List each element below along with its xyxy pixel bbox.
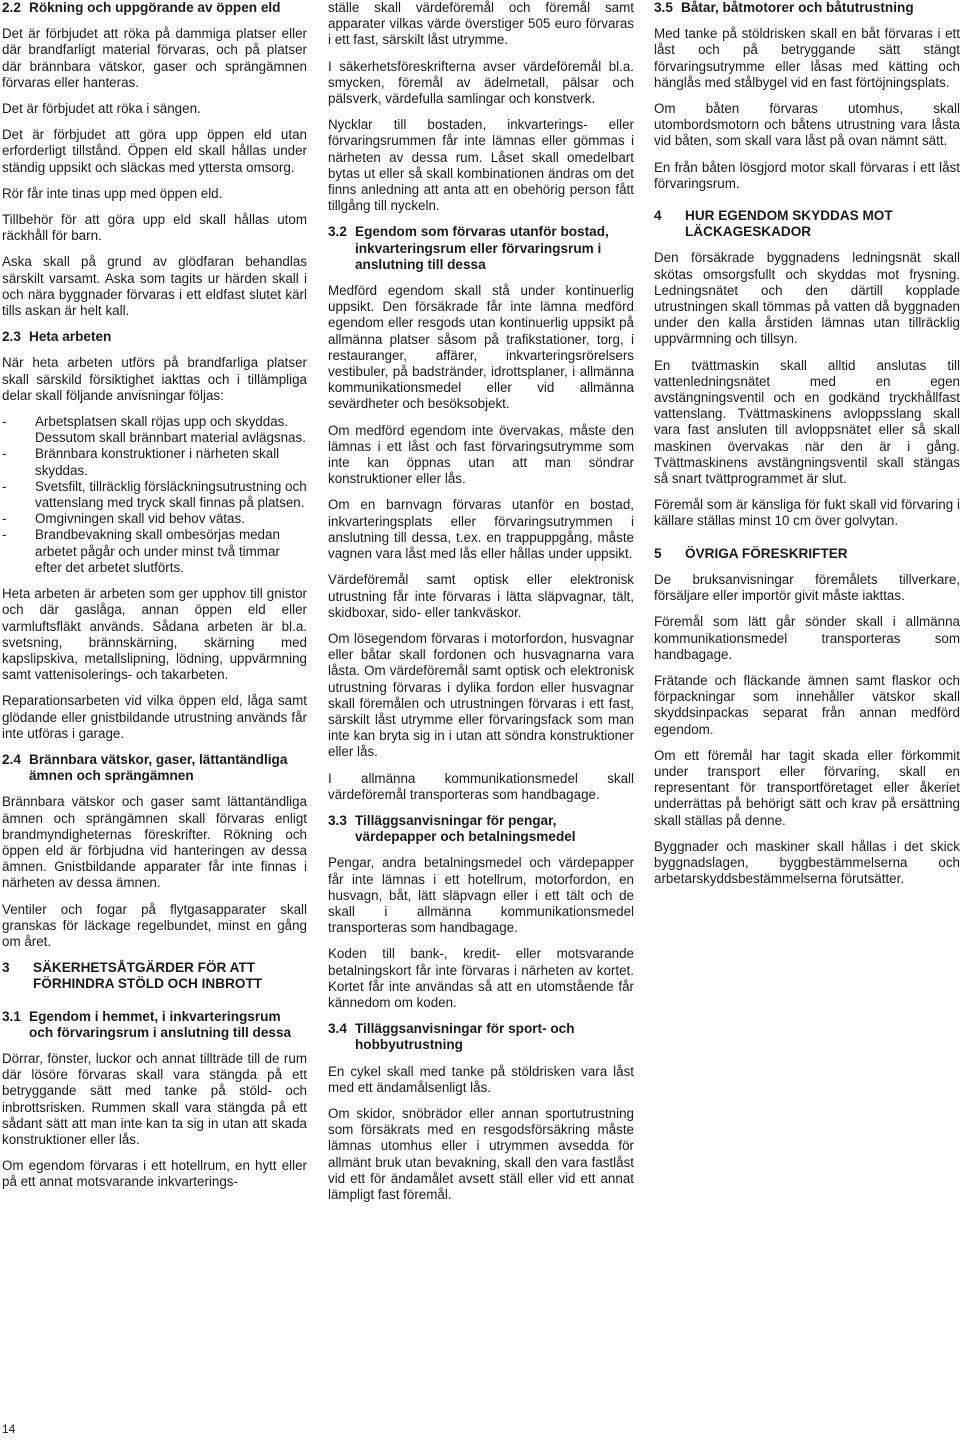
section-heading-4 (654, 208, 960, 240)
dash-marker: - (2, 414, 7, 430)
paragraph: Reparationsarbeten vid vilka öppen eld, låga samt glödande eller gnistbildande utrustning används får inte utföras i garage. (2, 693, 307, 741)
paragraph: Om ett föremål har tagit skada eller förkommit under transport eller förvaring, skall en representant för transportföretaget eller åkeriet underrättas på behörigt sätt och krav på ersättning skall ställas på denne. (654, 747, 960, 828)
section-number: 3 (2, 960, 10, 976)
section-title: Båtar, båtmotorer och båtutrustning (681, 0, 914, 15)
column-left (2, 0, 307, 1201)
section-heading-2-3 (2, 329, 307, 345)
paragraph: En cykel skall med tanke på stöldrisken vara låst med ett ändamålsenligt lås. (328, 1063, 634, 1095)
paragraph: Brännbara vätskor och gaser samt lättantändliga ämnen och sprängämnen skall förvaras enligt brandmyndigheternas föreskrifter. Rökning och öppen eld är förbjudna vid hanteringen av dessa ämnen. Gnistbildande apparater får inte finnas i närheten av dessa ämnen. (2, 794, 307, 891)
section-title: Heta arbeten (29, 329, 112, 345)
paragraph: Pengar, andra betalningsmedel och värdepapper får inte lämnas i ett hotellrum, motorfordon, en husvagn, båt, lätt släpvagn eller i ett tält och de skall i allmänna kommunikationsmedel transporteras som handbagage. (328, 855, 634, 936)
paragraph: Koden till bank-, kredit- eller motsvarande betalningskort får inte förvaras i närheten av kortet. Kortet får inte användas så att en utomstående får kännedom om koden. (328, 946, 634, 1010)
column-middle (328, 0, 634, 1213)
paragraph: Byggnader och maskiner skall hållas i det skick byggnadslagen, byggbestämmelserna och arbetarskyddsbestämmelserna förutsätter. (654, 838, 960, 887)
paragraph: Det är förbjudet att röka i sängen. (2, 101, 201, 117)
list-item (2, 527, 307, 576)
paragraph: Med tanke på stöldrisken skall en båt förvaras i ett låst och på betryggande sätt stängt förvaringsutrymme eller låsas med kätting och hänglås med stålbygel vid en fast förtöjningsplats. (654, 26, 960, 90)
paragraph: Värdeföremål samt optisk eller elektronisk utrustning får inte förvaras i lätta släpvagnar, tält, skidboxar, sido- eller tankväskor. (328, 572, 634, 620)
paragraph: Om en barnvagn förvaras utanför en bostad, inkvarteringsplats eller förvaringsutrymmen i anslutning till dessa, t.ex. en trappuppgång, måste vagnen vara låst med lås eller hållas under uppsikt. (328, 497, 634, 562)
list-item-text: Omgivningen skall vid behov vätas. (35, 511, 245, 527)
paragraph: En tvättmaskin skall alltid anslutas till vattenledningsnätet med en egen avstängningsventil och en godkänd tryckhållfast vattenslang. Tvättmaskinens avloppsslang skall vara fast ansluten till avloppsnätet eller så skall maskinen övervakas när den är i gång. Tvättmaskinens avstängningsventil skall stängas så snart tvättprogrammet är slut. (654, 357, 960, 487)
section-number: 5 (654, 545, 662, 561)
section-heading-2-2 (2, 0, 307, 16)
list-item-text: Brännbara konstruktioner i närheten skall skyddas. (35, 446, 280, 478)
paragraph: Om lösegendom förvaras i motorfordon, husvagnar eller båtar skall fordonen och husvagnarna vara låsta. Om värdeföremål samt optisk och elektronisk utrustning förvaras i dylika fordon eller husvagnar skall föremålen och utrustningen förvaras i ett fast, särskilt låst utrymme eller förvaringsfack som man inte kan bryta sig in i utan att söndra konstruktioner eller lås. (328, 630, 634, 760)
section-number: 2.3 (2, 329, 21, 345)
section-heading-3-1 (2, 1009, 307, 1041)
paragraph: Det är förbjudet att göra upp öppen eld utan erforderligt tillstånd. Öppen eld skall hållas under ständig uppsikt och släckas med yttersta omsorg. (2, 127, 307, 175)
paragraph: I allmänna kommunikationsmedel skall värdeföremål transporteras som handbagage. (328, 770, 634, 802)
paragraph: Ventiler och fogar på flytgasapparater skall granskas för läckage regelbundet, minst en gång om året. (2, 901, 307, 949)
paragraph: ställe skall värdeföremål och föremål samt apparater vilkas värde överstiger 505 euro förvaras i ett fast, särskilt låst utrymme. (328, 0, 634, 48)
section-number: 3.2 (328, 224, 347, 240)
list-item-text: Brandbevakning skall ombesörjas medan arbetet pågår och under minst två timmar efter det arbetet slutförts. (35, 527, 280, 575)
section-heading-5 (654, 546, 960, 562)
dash-marker: - (2, 527, 7, 543)
section-number: 4 (654, 208, 662, 224)
section-title: HUR EGENDOM SKYDDAS MOT LÄCKAGESKADOR (685, 208, 893, 240)
column-right (654, 0, 960, 897)
paragraph: Medförd egendom skall stå under kontinuerlig uppsikt. Den försäkrade får inte lämna medförd egendom eller resgods utan kontinuerlig uppsikt på allmänna platser såsom på trafikstationer, torg, i restauranger, affärer, inkvarteringsrörelsers vestibuler, på badstränder, idrottsplaner, i allmänna kommunikationsmedel eller vid allmänna sevärdheter och besöksobjekt. (328, 283, 634, 412)
section-number: 2.2 (2, 0, 21, 15)
section-title: Egendom i hemmet, i inkvarteringsrum och förvaringsrum i anslutning till dessa (29, 1008, 292, 1040)
paragraph: Nycklar till bostaden, inkvarterings- eller förvaringsrummen får inte lämnas eller gömmas i närheten av dessa rum. Låset skall omedelbart bytas ut eller så skall kombinationen ändras om det finns anledning att anta att en obehörig person fått tillgång till nyckeln. (328, 117, 634, 214)
section-title: Egendom som förvaras utanför bostad, inkvarteringsrum eller förvaringsrum i anslutning till dessa (355, 224, 609, 272)
dash-marker: - (2, 511, 7, 527)
section-number: 3.5 (654, 0, 673, 15)
paragraph: Det är förbjudet att röka på dammiga platser eller där brandfarligt material förvaras, och på platser där brännbara vätskor, gaser och sprängämnen förvaras eller hanteras. (2, 26, 307, 90)
page-number: 14 (2, 1422, 16, 1436)
section-title: Tilläggsanvisningar för pengar, värdepapper och betalningsmedel (355, 812, 576, 845)
bullet-list (2, 414, 307, 576)
paragraph: Om medförd egendom inte övervakas, måste den lämnas i ett låst och fast förvaringsutrymme som inte kan öppnas utan att man söndrar konstruktioner eller lås. (328, 422, 634, 487)
paragraph: Heta arbeten är arbeten som ger upphov till gnistor och där gaslåga, annan öppen eld eller varmluftsfläkt används. Sådana arbeten är bl.a. svetsning, brännskärning, skärning med kapslipskiva, metallslipning, lödning, uppvärmning samt vattenisolerings- och takarbeten. (2, 586, 307, 683)
paragraph: Om skidor, snöbrädor eller annan sportutrustning som försäkrats med en resgodsförsäkring måste lämnas utomhus eller i utrymmen avsedda för allmänt bruk utan bevakning, skall den vara fastlåst vid ett för ändamålet avsett ställ eller vid ett annat lämpligt fast föremål. (328, 1105, 634, 1202)
section-number: 3.1 (2, 1008, 21, 1024)
dash-marker: - (2, 478, 7, 494)
section-heading-3-5 (654, 0, 960, 16)
paragraph: Föremål som lätt går sönder skall i allmänna kommunikationsmedel transporteras som handbagage. (654, 614, 960, 662)
section-heading-3-3 (328, 813, 634, 845)
paragraph: Om egendom förvaras i ett hotellrum, en hytt eller på ett annat motsvarande inkvarterings- (2, 1158, 307, 1190)
section-heading-3 (2, 960, 307, 992)
section-title: Rökning och uppgörande av öppen eld (29, 0, 281, 15)
list-item (2, 414, 307, 446)
paragraph: Den försäkrade byggnadens ledningsnät skall skötas omsorgsfullt och skyddas mot frysning. Ledningsnätet och den därtill kopplade utrustningen skall tömmas på vatten då byggnaden under den kalla årstiden lämnas utan tillräcklig uppvärmning och tillsyn. (654, 250, 960, 347)
section-heading-2-4 (2, 752, 307, 784)
paragraph: De bruksanvisningar föremålets tillverkare, försäljare eller importör givit måste iakttas. (654, 571, 960, 604)
paragraph: Aska skall på grund av glödfaran behandlas särskilt varsamt. Aska som tagits ur härden skall i och nära byggnader förvaras i ett eldfast slutet kärl tills askan är helt kall. (2, 254, 307, 319)
paragraph: Föremål som är känsliga för fukt skall vid förvaring i källare ställas minst 10 cm över golvytan. (654, 497, 960, 529)
section-title: SÄKERHETSÅTGÄRDER FÖR ATT FÖRHINDRA STÖLD OCH INBROTT (33, 960, 263, 992)
list-item (2, 479, 307, 511)
section-title: Tilläggsanvisningar för sport- och hobbyutrustning (355, 1021, 575, 1053)
paragraph: Om båten förvaras utomhus, skall utombordsmotorn och båtens utrustning vara låsta vid båten, som skall vara låst på ovan nämnt sätt. (654, 101, 960, 149)
paragraph: I säkerhetsföreskrifterna avser värdeföremål bl.a. smycken, föremål av ädelmetall, pälsar och pälsverk, värdefulla samlingar och konstverk. (328, 58, 634, 107)
section-heading-3-4 (328, 1021, 634, 1053)
section-number: 2.4 (2, 751, 21, 767)
paragraph: En från båten lösgjord motor skall förvaras i ett låst förvaringsrum. (654, 159, 960, 191)
paragraph: Dörrar, fönster, luckor och annat tillträde till de rum där lösöre förvaras skall vara stängda på ett betryggande sätt med tanke på stöld- och inbrottsrisken. Rummen skall vara stängda på ett sådant sätt att man inte kan ta sig in utan att skada konstruktioner eller lås. (2, 1050, 307, 1147)
paragraph: Frätande och fläckande ämnen samt flaskor och förpackningar som innehåller vätskor skall skyddsinpackas separat från annan medförd egendom. (654, 672, 960, 737)
paragraph: Tillbehör för att göra upp eld skall hållas utom räckhåll för barn. (2, 212, 307, 244)
list-item-text: Svetsfilt, tillräcklig försläckningsutrustning och vattenslang med tryck skall finnas på platsen. (35, 478, 307, 511)
paragraph: När heta arbeten utförs på brandfarliga platser skall särskild försiktighet iakttas och i tillämpliga delar skall följande anvisningar följas: (2, 355, 307, 403)
list-item (2, 511, 307, 527)
section-title: ÖVRIGA FÖRESKRIFTER (685, 545, 848, 561)
section-number: 3.4 (328, 1021, 347, 1037)
section-title: Brännbara vätskor, gaser, lättantändliga ämnen och sprängämnen (29, 751, 288, 784)
section-number: 3.3 (328, 812, 347, 828)
list-item-text: Arbetsplatsen skall röjas upp och skyddas. Dessutom skall brännbart material avlägsnas. (35, 414, 306, 446)
list-item (2, 446, 307, 478)
dash-marker: - (2, 446, 7, 462)
section-heading-3-2 (328, 224, 634, 273)
paragraph: Rör får inte tinas upp med öppen eld. (2, 185, 223, 201)
